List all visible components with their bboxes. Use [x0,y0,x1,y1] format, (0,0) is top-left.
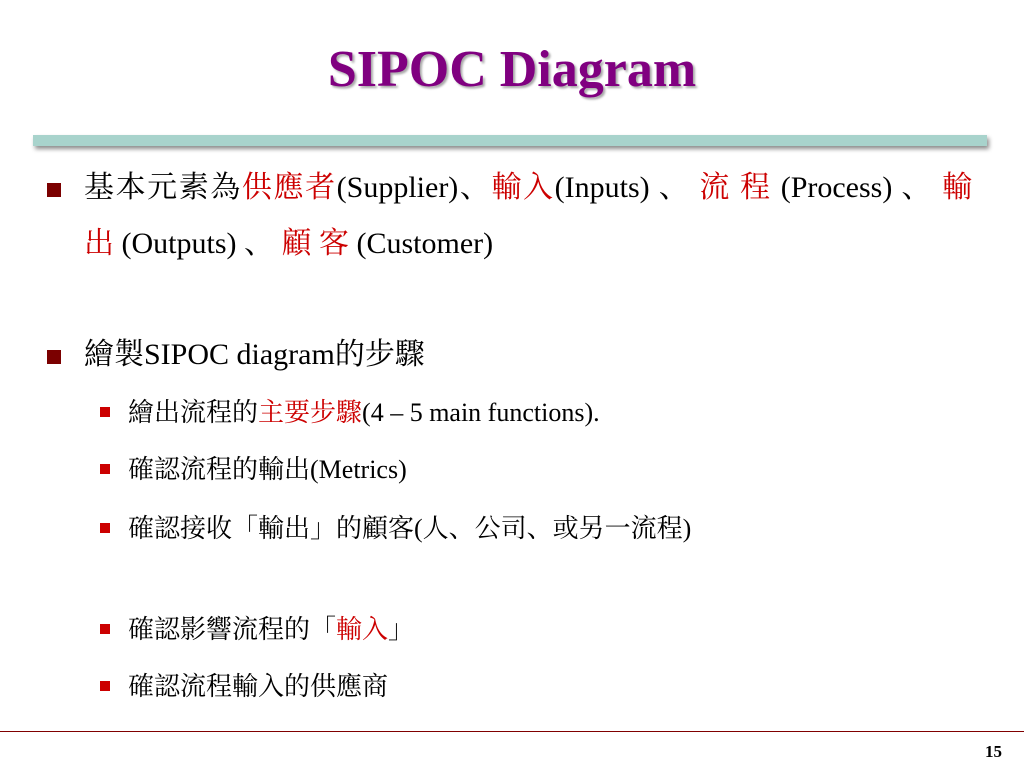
bullet-basic-elements [84,160,972,272]
term-inputs: 輸入 [491,171,555,204]
sub-bullet-text: 確認影響流程的「 [128,615,337,644]
bullet-text: (Customer) [356,227,494,260]
bullet-text: (Process) 、 [771,171,943,204]
bullet-text: (Outputs) 、 [114,227,282,260]
slide-title: SIPOC Diagram [327,41,697,98]
bullet-text: 繪製SIPOC diagram的步驟 [84,338,425,371]
square-bullet-icon [100,624,110,634]
square-bullet-icon [100,681,110,691]
term-customer: 顧 客 [281,227,349,260]
term-supplier: 供應者 [241,171,337,204]
page-number: 15 [985,742,1002,761]
square-bullet-icon [100,523,110,533]
sub-bullet-text: 繪出流程的 [128,398,259,427]
term-input: 輸入 [336,615,389,644]
bullet-text: (Supplier)、 [336,171,492,204]
bullet-sipoc-steps [84,327,972,383]
term-main-steps: 主要步驟 [258,398,363,427]
sub-bullet-suppliers [128,662,974,712]
term-process: 流 程 [699,171,772,204]
square-bullet-icon [100,464,110,474]
sub-bullet-text: 確認流程的輸出(Metrics) [128,455,407,484]
term-outputs: 輸 出 [84,171,973,260]
square-bullet-icon [47,183,61,197]
sub-bullet-text: 確認流程輸入的供應商 [128,672,389,701]
title-divider-bar [33,135,987,146]
sub-bullet-inputs [128,605,974,655]
bullet-text: 基本元素為 [84,171,242,204]
footer-divider [0,731,1024,732]
square-bullet-icon [47,350,61,364]
square-bullet-icon [100,407,110,417]
sub-bullet-outputs [128,445,974,495]
sub-bullet-text: 確認接收「輸出」的顧客(人、公司、或另一流程) [128,514,692,543]
bullet-text: (Inputs) 、 [554,171,691,204]
sub-bullet-customers [128,504,974,554]
sub-bullet-text: (4 – 5 main functions). [362,398,600,427]
sub-bullet-main-steps [128,388,974,438]
sub-bullet-text: 」 [388,615,415,644]
